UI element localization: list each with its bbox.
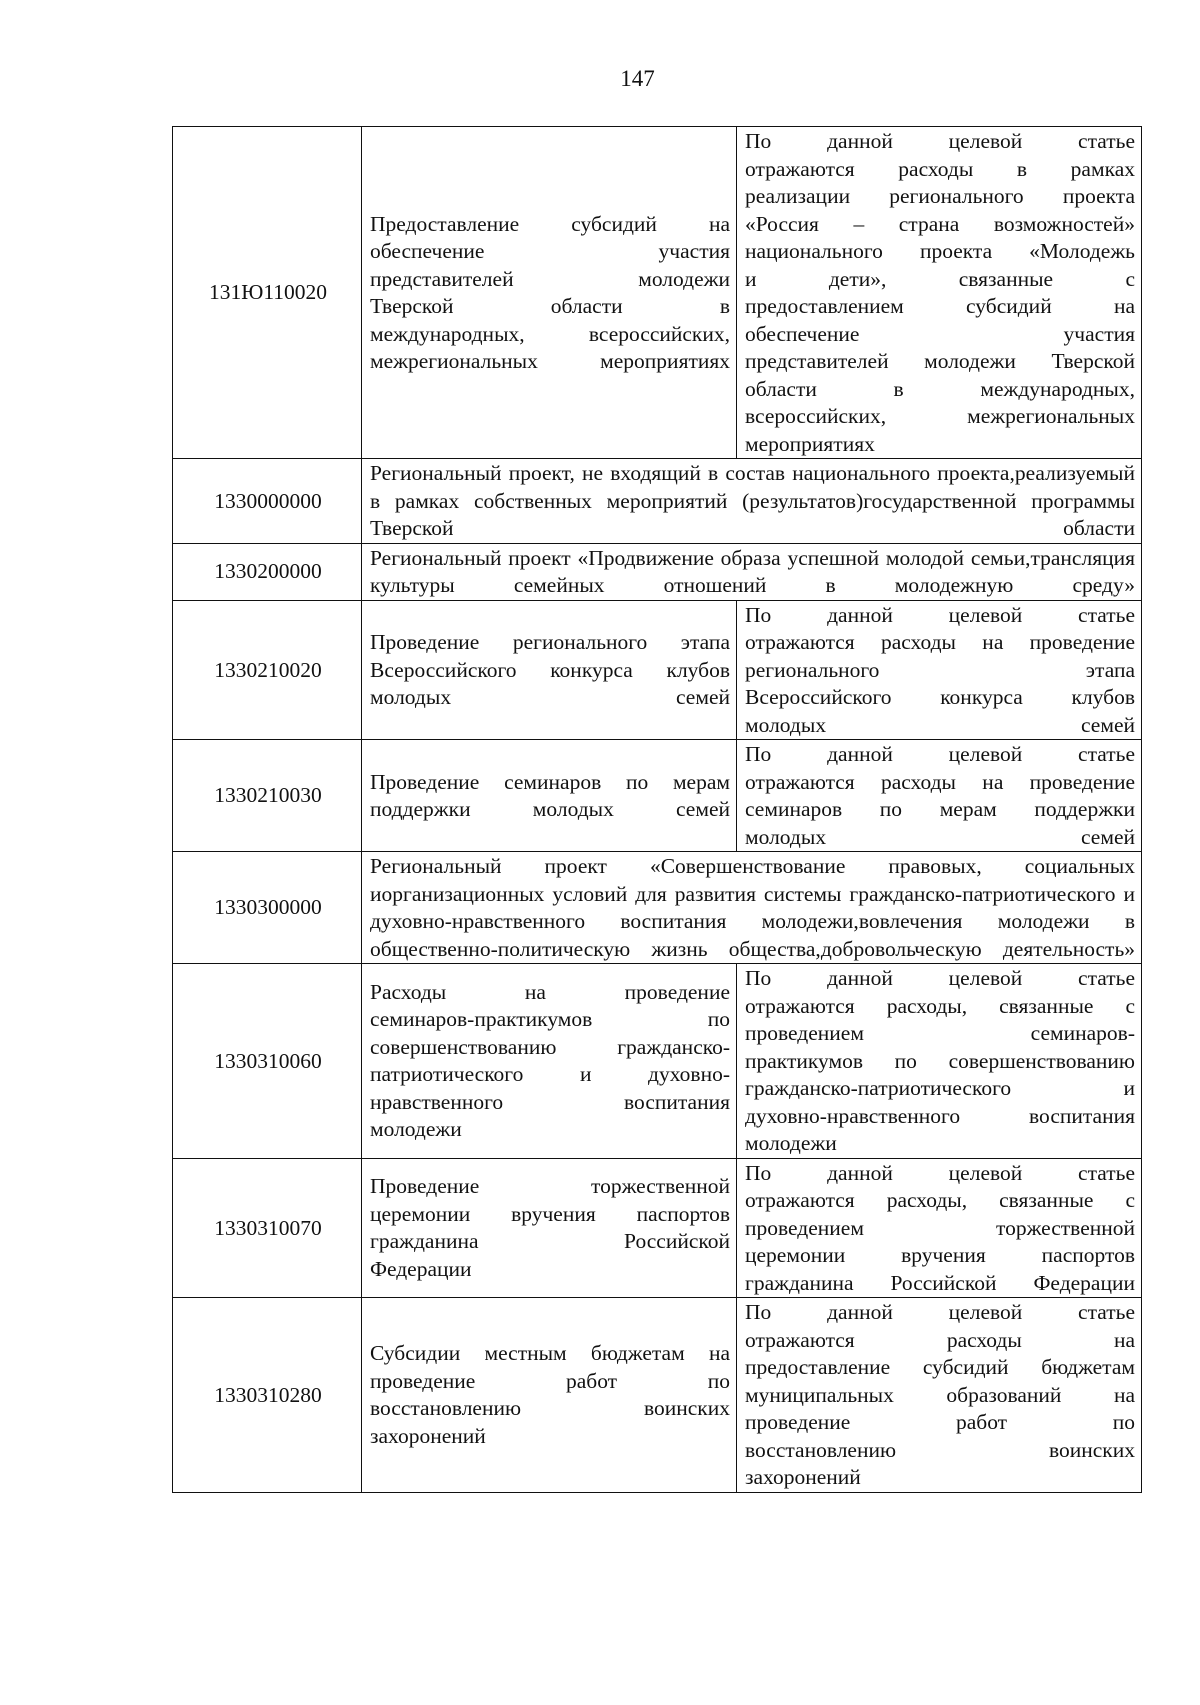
project-title-line: реализуемый в рамках собственных мероприятий (результатов) [370,461,1135,513]
target-article-description [737,127,1142,459]
page-number: 147 [620,66,655,91]
name-line: поддержки молодых семей [370,797,730,821]
project-title-line: трансляция культуры семейных отношений в молодежную среду» [370,545,1135,597]
project-title-line: организационных условий для развития системы гражданско- [381,881,963,906]
name-line: молодых семей [370,685,730,709]
table-row [173,127,1142,459]
name-line: Тверской области в [370,294,730,318]
target-article-code: 131Ю110020 [173,127,362,459]
description-line: церемонии вручения паспортов [745,1243,1135,1267]
description-line: По данной целевой статье [745,602,1135,627]
description-line: молодежи [745,1131,837,1155]
table-row [173,964,1142,1159]
table-row [173,600,1142,740]
description-line: мероприятиях [745,431,875,456]
budget-classification-table [172,126,1142,1493]
target-article-description [737,964,1142,1159]
description-line: Всероссийского конкурса клубов [745,685,1135,709]
target-article-code: 1330310070 [173,1158,362,1298]
target-article-code: 1330000000 [173,459,362,544]
description-line: духовно-нравственного воспитания [745,1103,1135,1128]
description-line: национального проекта «Молодежь [745,239,1135,263]
description-line: молодых семей [745,824,1135,849]
description-line: проведение работ по [745,1410,1135,1434]
description-line: практикумов по совершенствованию [745,1048,1135,1073]
description-line: муниципальных образований на [745,1382,1135,1407]
name-line: Федерации [370,1256,472,1281]
description-line: отражаются расходы в рамках [745,156,1135,181]
name-line: Проведение регионального этапа [370,630,730,654]
target-article-description [737,600,1142,740]
name-line: гражданина Российской [370,1229,730,1254]
description-line: предоставление субсидий бюджетам [745,1355,1135,1379]
name-line: Субсидии местным бюджетам на [370,1341,730,1366]
description-line: проведением торжественной [745,1215,1135,1240]
name-line: Всероссийского конкурса клубов [370,657,730,682]
regional-project-title [362,459,1142,544]
project-title-line: Региональный проект «Продвижение образа успешной молодой семьи, [370,545,1031,570]
description-line: По данной целевой статье [745,742,1135,766]
name-line: межрегиональных мероприятиях [370,349,730,373]
name-line: Предоставление субсидий на [370,211,730,236]
target-article-code: 1330210030 [173,740,362,852]
description-line: отражаются расходы на проведение [745,769,1135,794]
description-line: отражаются расходы, связанные с [745,1188,1135,1212]
description-line: гражданско-патриотического и [745,1076,1135,1100]
description-line: области в международных, [745,376,1135,401]
description-line: отражаются расходы на [745,1327,1135,1352]
description-line: всероссийских, межрегиональных [745,404,1135,428]
name-line: захоронений [370,1423,486,1448]
project-title-line: патриотического и духовно-нравственного воспитания молодежи, [370,881,1135,933]
name-line: патриотического и духовно- [370,1062,730,1087]
project-title-line: вовлечения молодежи в общественно-политическую жизнь общества, [370,909,1135,961]
name-line: Проведение семинаров по мерам [370,769,730,794]
name-line: представителей молодежи [370,266,730,291]
name-line: Проведение торжественной [370,1174,730,1199]
target-article-name [362,964,737,1159]
name-line: обеспечение участия [370,239,730,263]
target-article-name [362,127,737,459]
description-line: регионального этапа [745,657,1135,682]
target-article-code: 1330310280 [173,1298,362,1493]
project-title-line: государственной программы Тверской области [370,488,1135,540]
description-line: предоставлением субсидий на [745,294,1135,318]
name-line: семинаров-практикумов по [370,1007,730,1032]
description-line: отражаются расходы, связанные с [745,993,1135,1018]
description-line: восстановлению воинских [745,1437,1135,1462]
description-line: реализации регионального проекта [745,184,1135,208]
table-row [173,1298,1142,1493]
table-row [173,740,1142,852]
description-line: проведением семинаров- [745,1021,1135,1045]
description-line: захоронений [745,1465,861,1489]
name-line: международных, всероссийских, [370,321,730,346]
description-line: По данной целевой статье [745,129,1135,153]
target-article-name [362,600,737,740]
target-article-code: 1330200000 [173,543,362,600]
project-title-line: Региональный проект «Совершенствование правовых, социальных и [370,854,1135,906]
target-article-name [362,1158,737,1298]
target-article-code: 1330310060 [173,964,362,1159]
description-line: По данной целевой статье [745,966,1135,990]
description-line: По данной целевой статье [745,1160,1135,1185]
target-article-description [737,1298,1142,1493]
description-line: молодых семей [745,712,1135,737]
description-line: семинаров по мерам поддержки [745,797,1135,821]
name-line: нравственного воспитания [370,1089,730,1114]
regional-project-title [362,543,1142,600]
description-line: По данной целевой статье [745,1300,1135,1324]
description-line: отражаются расходы на проведение [745,630,1135,654]
target-article-description [737,740,1142,852]
project-title-line: Региональный проект, не входящий в состав национального проекта, [370,461,1015,485]
table-row [173,543,1142,600]
table-row [173,852,1142,964]
table-row [173,1158,1142,1298]
description-line: гражданина Российской Федерации [745,1270,1135,1295]
name-line: проведение работ по [370,1368,730,1393]
description-line: представителей молодежи Тверской [745,349,1135,373]
description-line: и дети», связанные с [745,266,1135,291]
name-line: молодежи [370,1117,462,1142]
name-line: совершенствованию гражданско- [370,1034,730,1059]
target-article-code: 1330300000 [173,852,362,964]
name-line: церемонии вручения паспортов [370,1201,730,1226]
target-article-code: 1330210020 [173,600,362,740]
name-line: восстановлению воинских [370,1396,730,1421]
target-article-name [362,740,737,852]
project-title-line: добровольческую деятельность» [820,936,1135,961]
target-article-name [362,1298,737,1493]
name-line: Расходы на проведение [370,979,730,1004]
description-line: обеспечение участия [745,321,1135,346]
description-line: «Россия – страна возможностей» [745,211,1135,236]
target-article-description [737,1158,1142,1298]
regional-project-title [362,852,1142,964]
table-row [173,459,1142,544]
